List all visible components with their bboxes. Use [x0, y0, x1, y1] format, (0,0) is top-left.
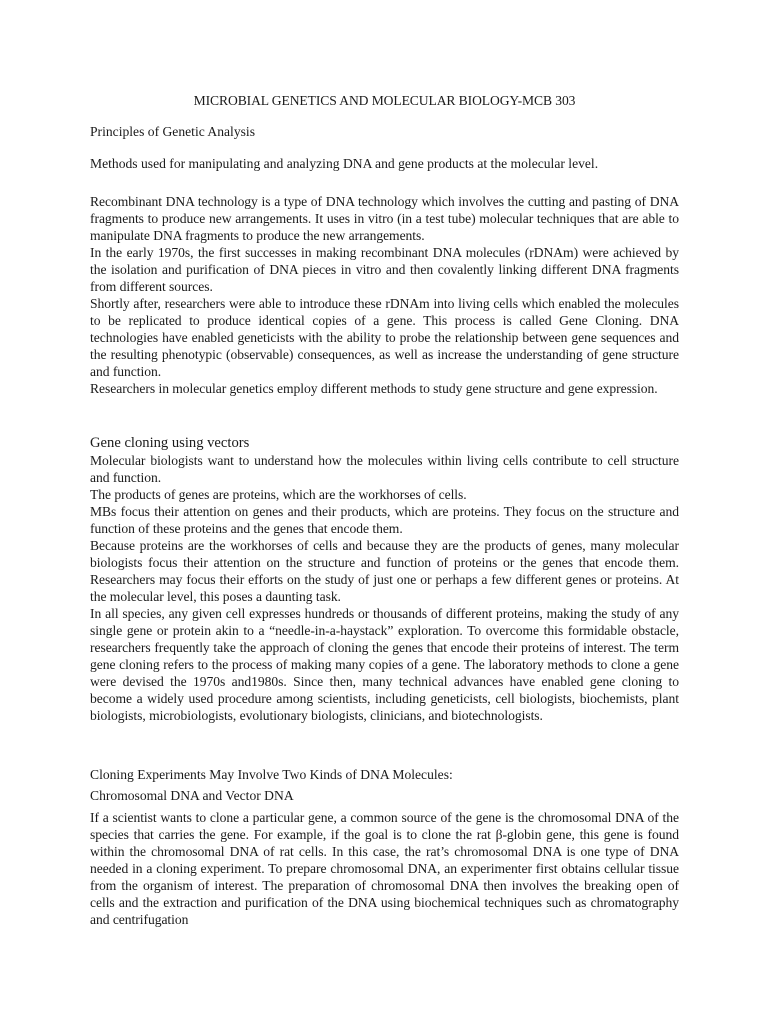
methods-line — [90, 155, 679, 172]
cloning-subheading: Chromosomal DNA and Vector DNA — [90, 788, 294, 803]
cloning-paragraph: If a scientist wants to clone a particular gene, a common source of the gene is the chromosomal DNA of the species that carries the gene. For example, if the goal is to clone the rat β-globin gene, this gene is found within the chromosomal DNA of rat cells. In this case, the rat’s chromosomal DNA is one type of DNA needed in a cloning experiment. To prepare chromosomal DNA, an experimenter first obtains cellular tissue from the organism of interest. The preparation of chromosomal DNA then involves the breaking open of cells and the extraction and purification of the DNA using biochemical techniques such as chromatography and centrifugation — [90, 810, 679, 927]
gene-cloning-section — [90, 434, 679, 724]
intro-paragraph-1: Recombinant DNA technology is a type of DNA technology which involves the cutting and pasting of DNA fragments to produce new arrangements. It uses in vitro (in a test tube) molecular techniques that are able to manipulate DNA fragments to produce the new arrangements. — [90, 194, 679, 243]
cloning-experiments-section — [90, 766, 679, 928]
intro-paragraph-4: Researchers in molecular genetics employ different methods to study gene structure and gene expression. — [90, 381, 658, 396]
cloning-heading: Cloning Experiments May Involve Two Kinds of DNA Molecules: — [90, 767, 453, 782]
intro-paragraph-2: In the early 1970s, the first successes in making recombinant DNA molecules (rDNAm) were achieved by the isolation and purification of DNA pieces in vitro and then covalently linking different DNA fragments from different sources. — [90, 245, 679, 294]
gene-cloning-paragraph-5: In all species, any given cell expresses hundreds or thousands of different proteins, making the study of any single gene or protein akin to a “needle-in-a-haystack” exploration. To overcome this formidable obstacle, researchers frequently take the approach of cloning the genes that encode their proteins of interest. The term gene cloning refers to the process of making many copies of a gene. The laboratory methods to clone a gene were devised the 1970s and1980s. Since then, many technical advances have enabled gene cloning to become a widely used procedure among scientists, including geneticists, cell biologists, biochemists, plant biologists, microbiologists, evolutionary biologists, clinicians, and biotechnologists. — [90, 606, 679, 723]
gene-cloning-paragraph-1: Molecular biologists want to understand how the molecules within living cells contribute to cell structure and function. — [90, 453, 679, 485]
document-title: MICROBIAL GENETICS AND MOLECULAR BIOLOGY-MCB 303 — [193, 93, 576, 108]
intro-section — [90, 193, 679, 397]
gene-cloning-heading: Gene cloning using vectors — [90, 435, 250, 451]
gene-cloning-paragraph-4: Because proteins are the workhorses of cells and because they are the products of genes, many molecular biologists focus their attention on the structure and function of proteins or the genes that encode them. Researchers may focus their efforts on the study of just one or perhaps a few different genes or proteins. At the molecular level, this poses a daunting task. — [90, 538, 679, 604]
gene-cloning-paragraph-3: MBs focus their attention on genes and their products, which are proteins. They focus on the structure and function of these proteins and the genes that encode them. — [90, 504, 679, 536]
intro-paragraph-3: Shortly after, researchers were able to introduce these rDNAm into living cells which enabled the molecules to be replicated to produce identical copies of a gene. This process is called Gene Cloning. DNA technologies have enabled geneticists with the ability to probe the relationship between gene sequences and the resulting phenotypic (observable) consequences, as well as increase the understanding of gene structure and function. — [90, 296, 679, 379]
gene-cloning-paragraph-2: The products of genes are proteins, which are the workhorses of cells. — [90, 487, 467, 502]
section-title-text: Principles of Genetic Analysis — [90, 124, 255, 139]
methods-line-text: Methods used for manipulating and analyzing DNA and gene products at the molecular level. — [90, 156, 599, 171]
section-title — [90, 123, 679, 140]
